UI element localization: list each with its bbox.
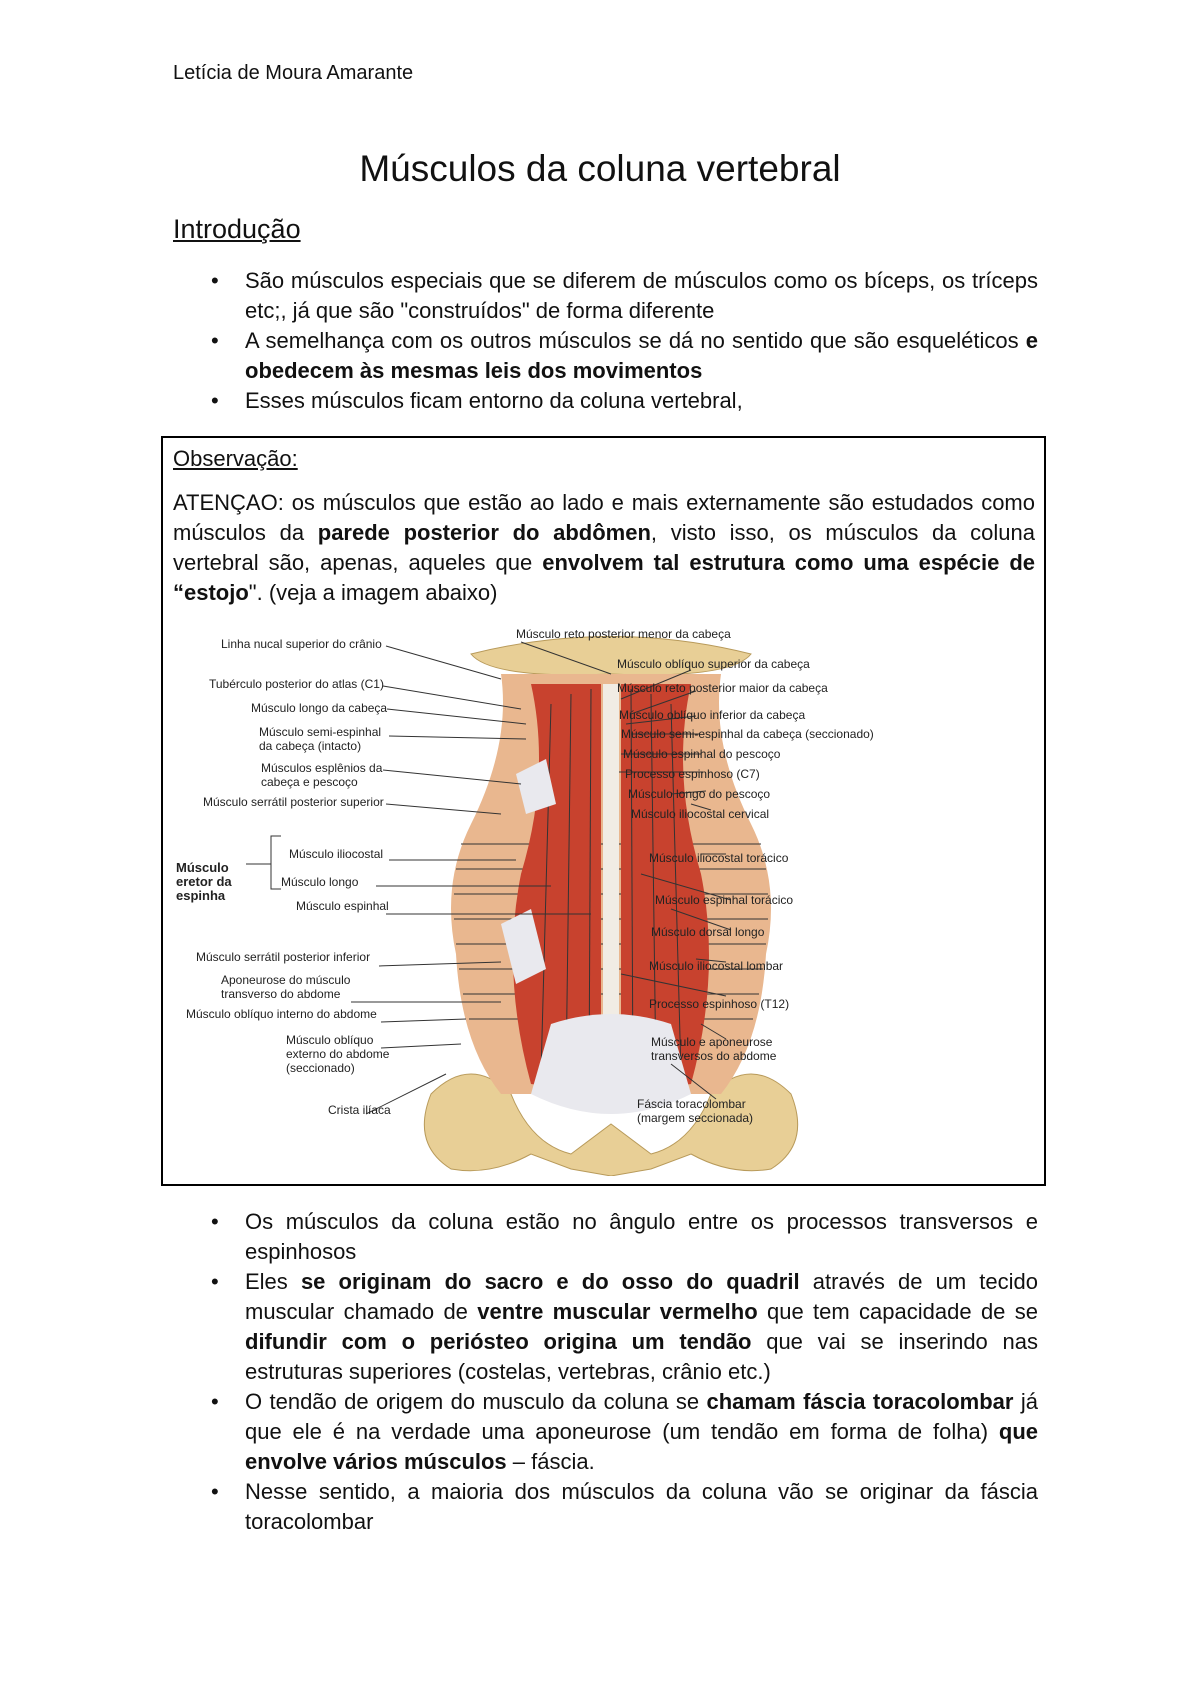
svg-text:transverso do abdome: transverso do abdome	[221, 987, 341, 1001]
svg-text:Músculo oblíquo superior da ca: Músculo oblíquo superior da cabeça	[617, 657, 810, 671]
svg-text:Músculo iliocostal: Músculo iliocostal	[289, 847, 384, 861]
svg-text:da cabeça (intacto): da cabeça (intacto)	[259, 739, 362, 753]
svg-text:Músculo semi-espinhal da cabeç: Músculo semi-espinhal da cabeça (seccionado)	[621, 727, 874, 741]
svg-text:eretor da: eretor da	[176, 874, 232, 889]
svg-text:Músculo dorsal longo: Músculo dorsal longo	[651, 925, 765, 939]
svg-text:Músculo iliocostal torácico: Músculo iliocostal torácico	[649, 851, 789, 865]
svg-text:Músculo e aponeurose: Músculo e aponeurose	[651, 1035, 773, 1049]
svg-text:transversos do abdome: transversos do abdome	[651, 1049, 777, 1063]
svg-text:Músculo espinhal torácico: Músculo espinhal torácico	[655, 893, 794, 907]
list-item: • Esses músculos ficam entorno da coluna vertebral,	[173, 386, 1038, 416]
page-title: Músculos da coluna vertebral	[359, 148, 841, 189]
svg-text:(margem seccionada): (margem seccionada)	[637, 1111, 754, 1125]
svg-text:Linha nucal superior do crânio: Linha nucal superior do crânio	[221, 637, 382, 651]
svg-text:Músculo serrátil posterior inf: Músculo serrátil posterior inferior	[196, 950, 371, 964]
author-name: Letícia de Moura Amarante	[173, 62, 414, 84]
svg-text:externo do abdome: externo do abdome	[286, 1047, 390, 1061]
svg-text:Músculo iliocostal cervical: Músculo iliocostal cervical	[631, 807, 770, 821]
list-item: • Os músculos da coluna estão no ângulo entre os processos transversos e espinhosos	[173, 1207, 1038, 1267]
svg-text:Músculo oblíquo: Músculo oblíquo	[286, 1033, 374, 1047]
svg-text:Músculo oblíquo inferior da ca: Músculo oblíquo inferior da cabeça	[619, 708, 806, 722]
list-item: • A semelhança com os outros músculos se dá no sentido que são esqueléticos e obedecem às mesmas leis dos movimentos	[173, 326, 1038, 386]
list-item: • Nesse sentido, a maioria dos músculos da coluna vão se originar da fáscia toracolombar	[173, 1477, 1038, 1537]
svg-text:Crista ilíaca: Crista ilíaca	[328, 1103, 391, 1117]
svg-text:Músculo longo da cabeça: Músculo longo da cabeça	[251, 701, 388, 715]
section-title: Introdução	[173, 214, 301, 244]
svg-text:Músculos esplênios da: Músculos esplênios da	[261, 761, 383, 775]
svg-text:Músculo espinhal: Músculo espinhal	[296, 899, 389, 913]
observation-box	[161, 436, 1046, 1186]
svg-text:cabeça e pescoço: cabeça e pescoço	[261, 775, 358, 789]
observation-text: ATENÇAO: os músculos que estão ao lado e mais externamente são estudados como músculos da parede posterior do abdômen, visto isso, os músculos da coluna vertebral são, apenas, aqueles que envolvem tal estrutura como uma espécie de “estojo". (veja a imagem abaixo)	[173, 490, 1035, 605]
svg-text:Músculo semi-espinhal: Músculo semi-espinhal	[259, 725, 382, 739]
back-muscles-figure	[171, 624, 1037, 1176]
details-list	[173, 1207, 1038, 1537]
svg-text:espinha: espinha	[176, 888, 226, 903]
svg-text:Processo espinhoso (T12): Processo espinhoso (T12)	[649, 997, 790, 1011]
svg-text:Fáscia toracolombar: Fáscia toracolombar	[637, 1097, 746, 1111]
intro-list	[173, 266, 1038, 416]
list-item: • O tendão de origem do musculo da coluna se chamam fáscia toracolombar já que ele é na verdade uma aponeurose (um tendão em forma de folha) que envolve vários músculos – fáscia.	[173, 1387, 1038, 1477]
svg-text:Aponeurose do músculo: Aponeurose do músculo	[221, 973, 351, 987]
svg-text:Músculo longo do pescoço: Músculo longo do pescoço	[628, 787, 771, 801]
list-item: • São músculos especiais que se diferem de músculos como os bíceps, os tríceps etc;, já que são "construídos" de forma diferente	[173, 266, 1038, 326]
svg-text:Músculo: Músculo	[176, 860, 229, 875]
svg-text:Músculo reto posterior menor d: Músculo reto posterior menor da cabeça	[516, 627, 731, 641]
svg-text:Músculo oblíquo interno do abd: Músculo oblíquo interno do abdome	[186, 1007, 377, 1021]
svg-text:Músculo reto posterior maior d: Músculo reto posterior maior da cabeça	[617, 681, 828, 695]
svg-text:Processo espinhoso (C7): Processo espinhoso (C7)	[625, 767, 760, 781]
svg-text:(seccionado): (seccionado)	[286, 1061, 355, 1075]
observation-label: Observação:	[173, 446, 298, 471]
svg-text:Músculo serrátil posterior sup: Músculo serrátil posterior superior	[203, 795, 384, 809]
list-item: • Eles se originam do sacro e do osso do quadril através de um tecido muscular chamado de ventre muscular vermelho que tem capacidade de se difundir com o periósteo origina um tendão que vai se inserindo nas estruturas superiores (costelas, vertebras, crânio etc.)	[173, 1267, 1038, 1387]
svg-text:Músculo iliocostal lombar: Músculo iliocostal lombar	[649, 959, 784, 973]
svg-text:Tubérculo posterior do atlas (: Tubérculo posterior do atlas (C1)	[209, 677, 384, 691]
svg-text:Músculo longo: Músculo longo	[281, 875, 359, 889]
svg-text:Músculo espinhal do pescoço: Músculo espinhal do pescoço	[623, 747, 781, 761]
